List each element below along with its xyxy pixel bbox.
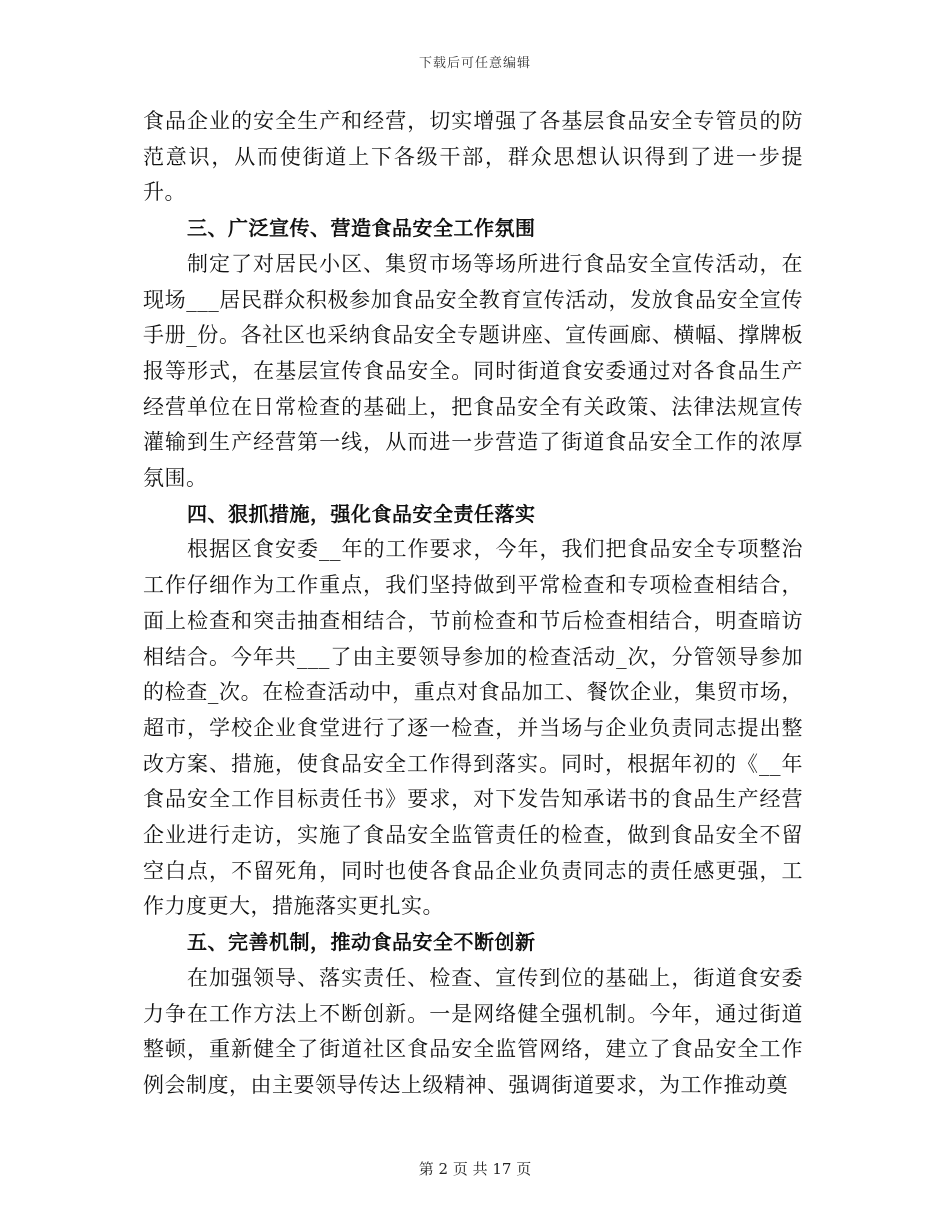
section-heading-3: 三、广泛宣传、营造食品安全工作氛围 xyxy=(187,216,536,241)
paragraph-measures: 根据区食安委__年的工作要求，今年，我们把食品安全专项整治工作仔细作为工作重点，我们坚持做到平常检查和专项检查相结合，面上检查和突击抽查相结合，节前检查和节后检查相结合，明查暗访相结合。今年共___了由主要领导参加的检查活动_次，分管领导参加的检查_次。在检查活动中，重点对食品加工、餐饮企业，集贸市场，超市，学校企业食堂进行了逐一检查，并当场与企业负责同志提出整改方案、措施，使食品安全工作得到落实。同时，根据年初的《__年食品安全工作目标责任书》要求，对下发告知承诺书的食品生产经营企业进行走访，实施了食品安全监管责任的检查，做到食品安全不留空白点，不留死角，同时也使各食品企业负责同志的责任感更强，工作力度更大，措施落实更扎实。 xyxy=(143,537,803,919)
paragraph-continuation: 食品企业的安全生产和经营，切实增强了各基层食品安全专管员的防范意识，从而使街道上下各级干部，群众思想认识得到了进一步提升。 xyxy=(143,109,803,205)
document-body xyxy=(143,104,803,1104)
paragraph-publicity: 制定了对居民小区、集贸市场等场所进行食品安全宣传活动，在现场___居民群众积极参加食品安全教育宣传活动，发放食品安全宣传手册_份。各社区也采纳食品安全专题讲座、宣传画廊、横幅、撑牌板报等形式，在基层宣传食品安全。同时街道食安委通过对各食品生产经营单位在日常检查的基础上，把食品安全有关政策、法律法规宣传灌输到生产经营第一线，从而进一步营造了街道食品安全工作的浓厚氛围。 xyxy=(143,251,803,491)
section-heading-4: 四、狠抓措施，强化食品安全责任落实 xyxy=(187,501,536,526)
page-header: 下载后可任意编辑 xyxy=(418,56,531,71)
section-heading-5: 五、完善机制，推动食品安全不断创新 xyxy=(187,930,536,955)
paragraph-mechanism: 在加强领导、落实责任、检查、宣传到位的基础上，街道食安委力争在工作方法上不断创新。一是网络健全强机制。今年，通过街道整顿，重新健全了街道社区食品安全监管网络，建立了食品安全工作例会制度，由主要领导传达上级精神、强调街道要求，为工作推动奠 xyxy=(143,965,803,1097)
page-footer: 第 2 页 共 17 页 xyxy=(418,1160,532,1178)
